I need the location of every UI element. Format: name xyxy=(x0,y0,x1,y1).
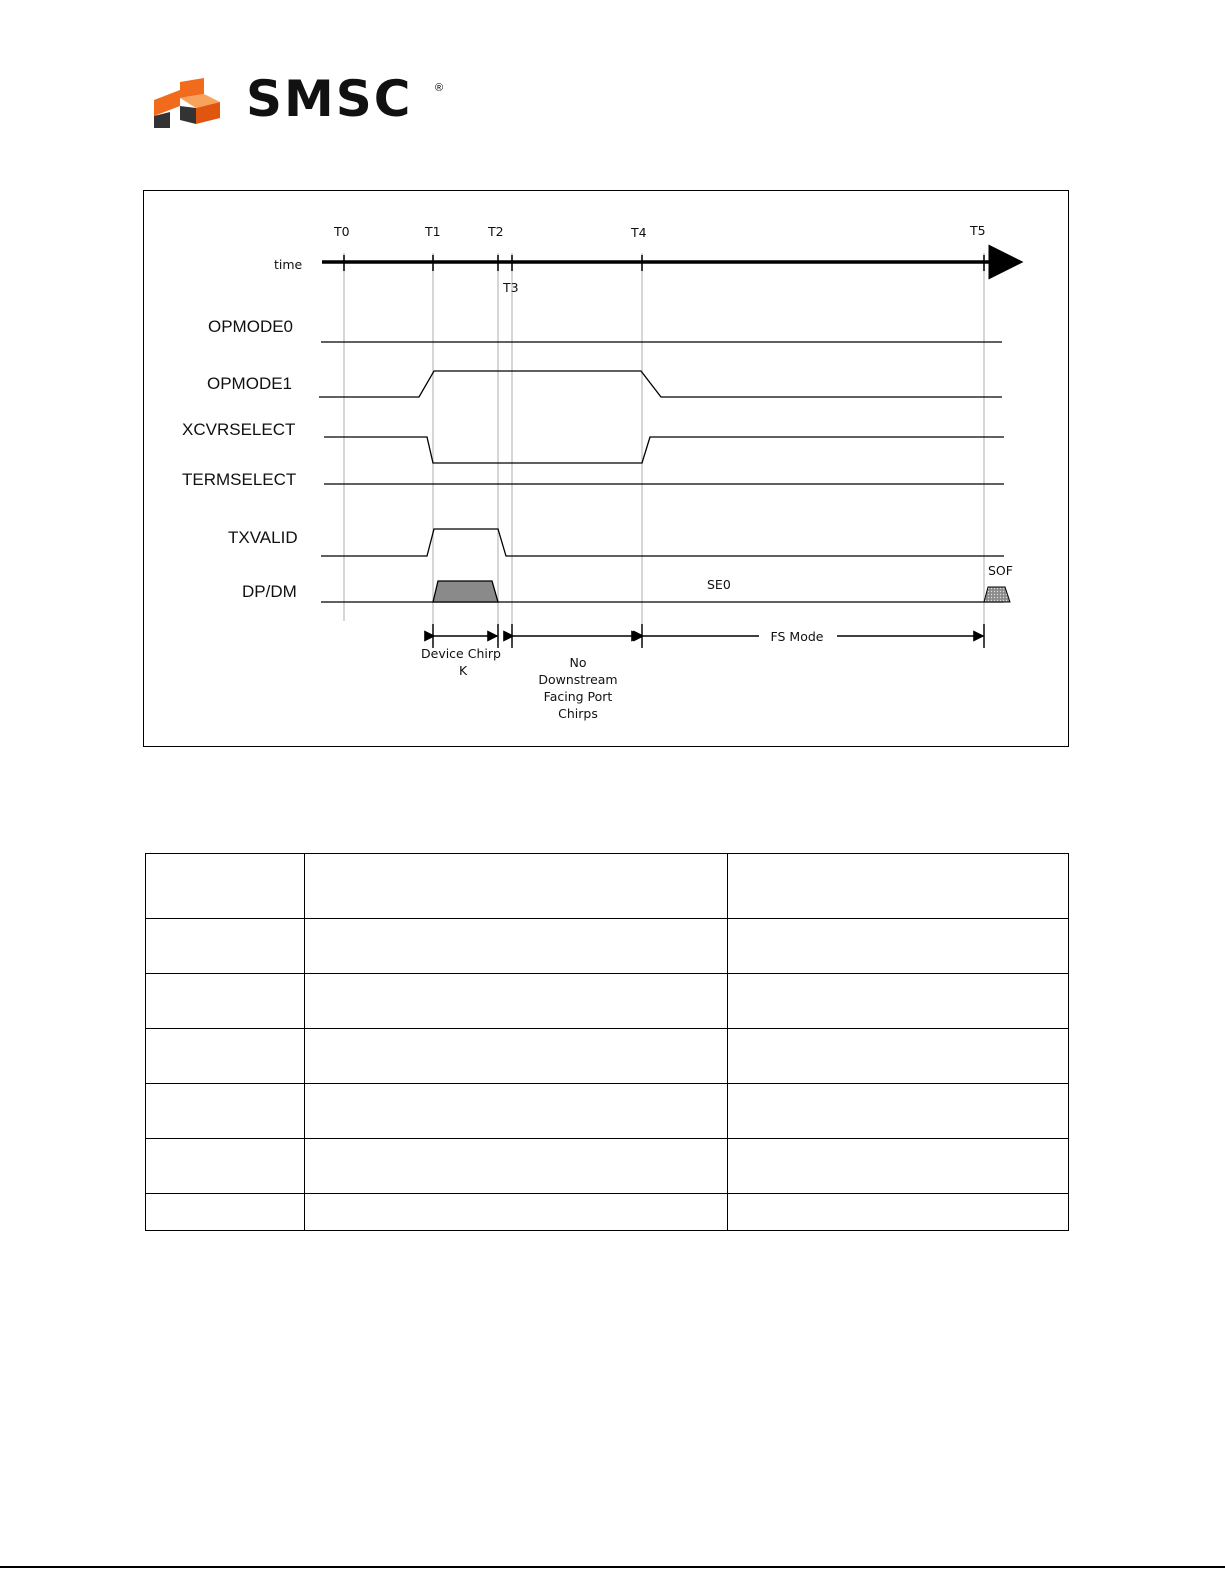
table-cell xyxy=(146,854,305,919)
table-cell xyxy=(146,1029,305,1084)
waveform-opmode1 xyxy=(319,371,1002,397)
table-cell xyxy=(305,919,728,974)
table-row xyxy=(146,1029,1069,1084)
table-cell xyxy=(305,1194,728,1231)
sof-pulse xyxy=(984,587,1010,602)
timing-diagram-canvas xyxy=(144,191,1070,748)
waveform-txvalid xyxy=(321,529,1004,556)
signal-label-xcvrselect: XCVRSELECT xyxy=(182,420,296,439)
fs-mode-label: FS Mode xyxy=(770,629,824,644)
marker-t1: T1 xyxy=(425,224,441,239)
table-cell xyxy=(728,1139,1069,1194)
registered-mark: ® xyxy=(435,82,444,94)
table-cell xyxy=(305,1084,728,1139)
signal-label-opmode1: OPMODE1 xyxy=(207,374,293,393)
table-cell xyxy=(728,1194,1069,1231)
table-cell xyxy=(146,1139,305,1194)
marker-t0: T0 xyxy=(334,224,350,239)
signal-label-opmode0: OPMODE0 xyxy=(208,317,294,336)
smsc-logo xyxy=(150,70,450,132)
table-cell xyxy=(728,1084,1069,1139)
table-cell xyxy=(728,854,1069,919)
signal-label-termselect: TERMSELECT xyxy=(182,470,297,489)
smsc-logo-mark xyxy=(150,76,246,132)
sof-label: SOF xyxy=(988,563,1013,578)
table-cell xyxy=(146,919,305,974)
footer-rule xyxy=(0,1566,1225,1568)
table-cell xyxy=(146,1084,305,1139)
table-header-row xyxy=(146,854,1069,919)
table-row xyxy=(146,1194,1069,1231)
table-row xyxy=(146,974,1069,1029)
table-cell xyxy=(305,1139,728,1194)
signal-label-txvalid: TXVALID xyxy=(228,528,298,547)
table-cell xyxy=(146,1194,305,1231)
marker-t2: T2 xyxy=(488,224,504,239)
table-cell xyxy=(728,919,1069,974)
table-row xyxy=(146,1139,1069,1194)
time-label: time xyxy=(274,257,303,272)
device-chirp-label: Device Chirp xyxy=(421,646,501,661)
marker-t4: T4 xyxy=(631,225,647,240)
table-cell xyxy=(728,1029,1069,1084)
table-cell xyxy=(728,974,1069,1029)
table-cell xyxy=(305,854,728,919)
table-cell xyxy=(305,1029,728,1084)
no-chirps-label-3: Facing Port xyxy=(543,689,613,704)
no-chirps-label-4: Chirps xyxy=(558,706,598,721)
device-chirp-pulse xyxy=(433,581,498,602)
timing-diagram xyxy=(143,190,1069,747)
no-chirps-label-2: Downstream xyxy=(538,672,618,687)
no-chirps-label-1: No xyxy=(569,655,587,670)
table-row xyxy=(146,1084,1069,1139)
marker-t5: T5 xyxy=(970,223,986,238)
se0-label: SE0 xyxy=(707,577,731,592)
table-cell xyxy=(305,974,728,1029)
waveform-xcvrselect xyxy=(324,437,1004,463)
device-chirp-k-label: K xyxy=(459,663,468,678)
marker-t3: T3 xyxy=(503,280,519,295)
table-cell xyxy=(146,974,305,1029)
smsc-wordmark: SMSC xyxy=(246,70,413,128)
signal-label-dpdm: DP/DM xyxy=(242,582,297,601)
timing-table xyxy=(145,853,1069,1231)
table-row xyxy=(146,919,1069,974)
